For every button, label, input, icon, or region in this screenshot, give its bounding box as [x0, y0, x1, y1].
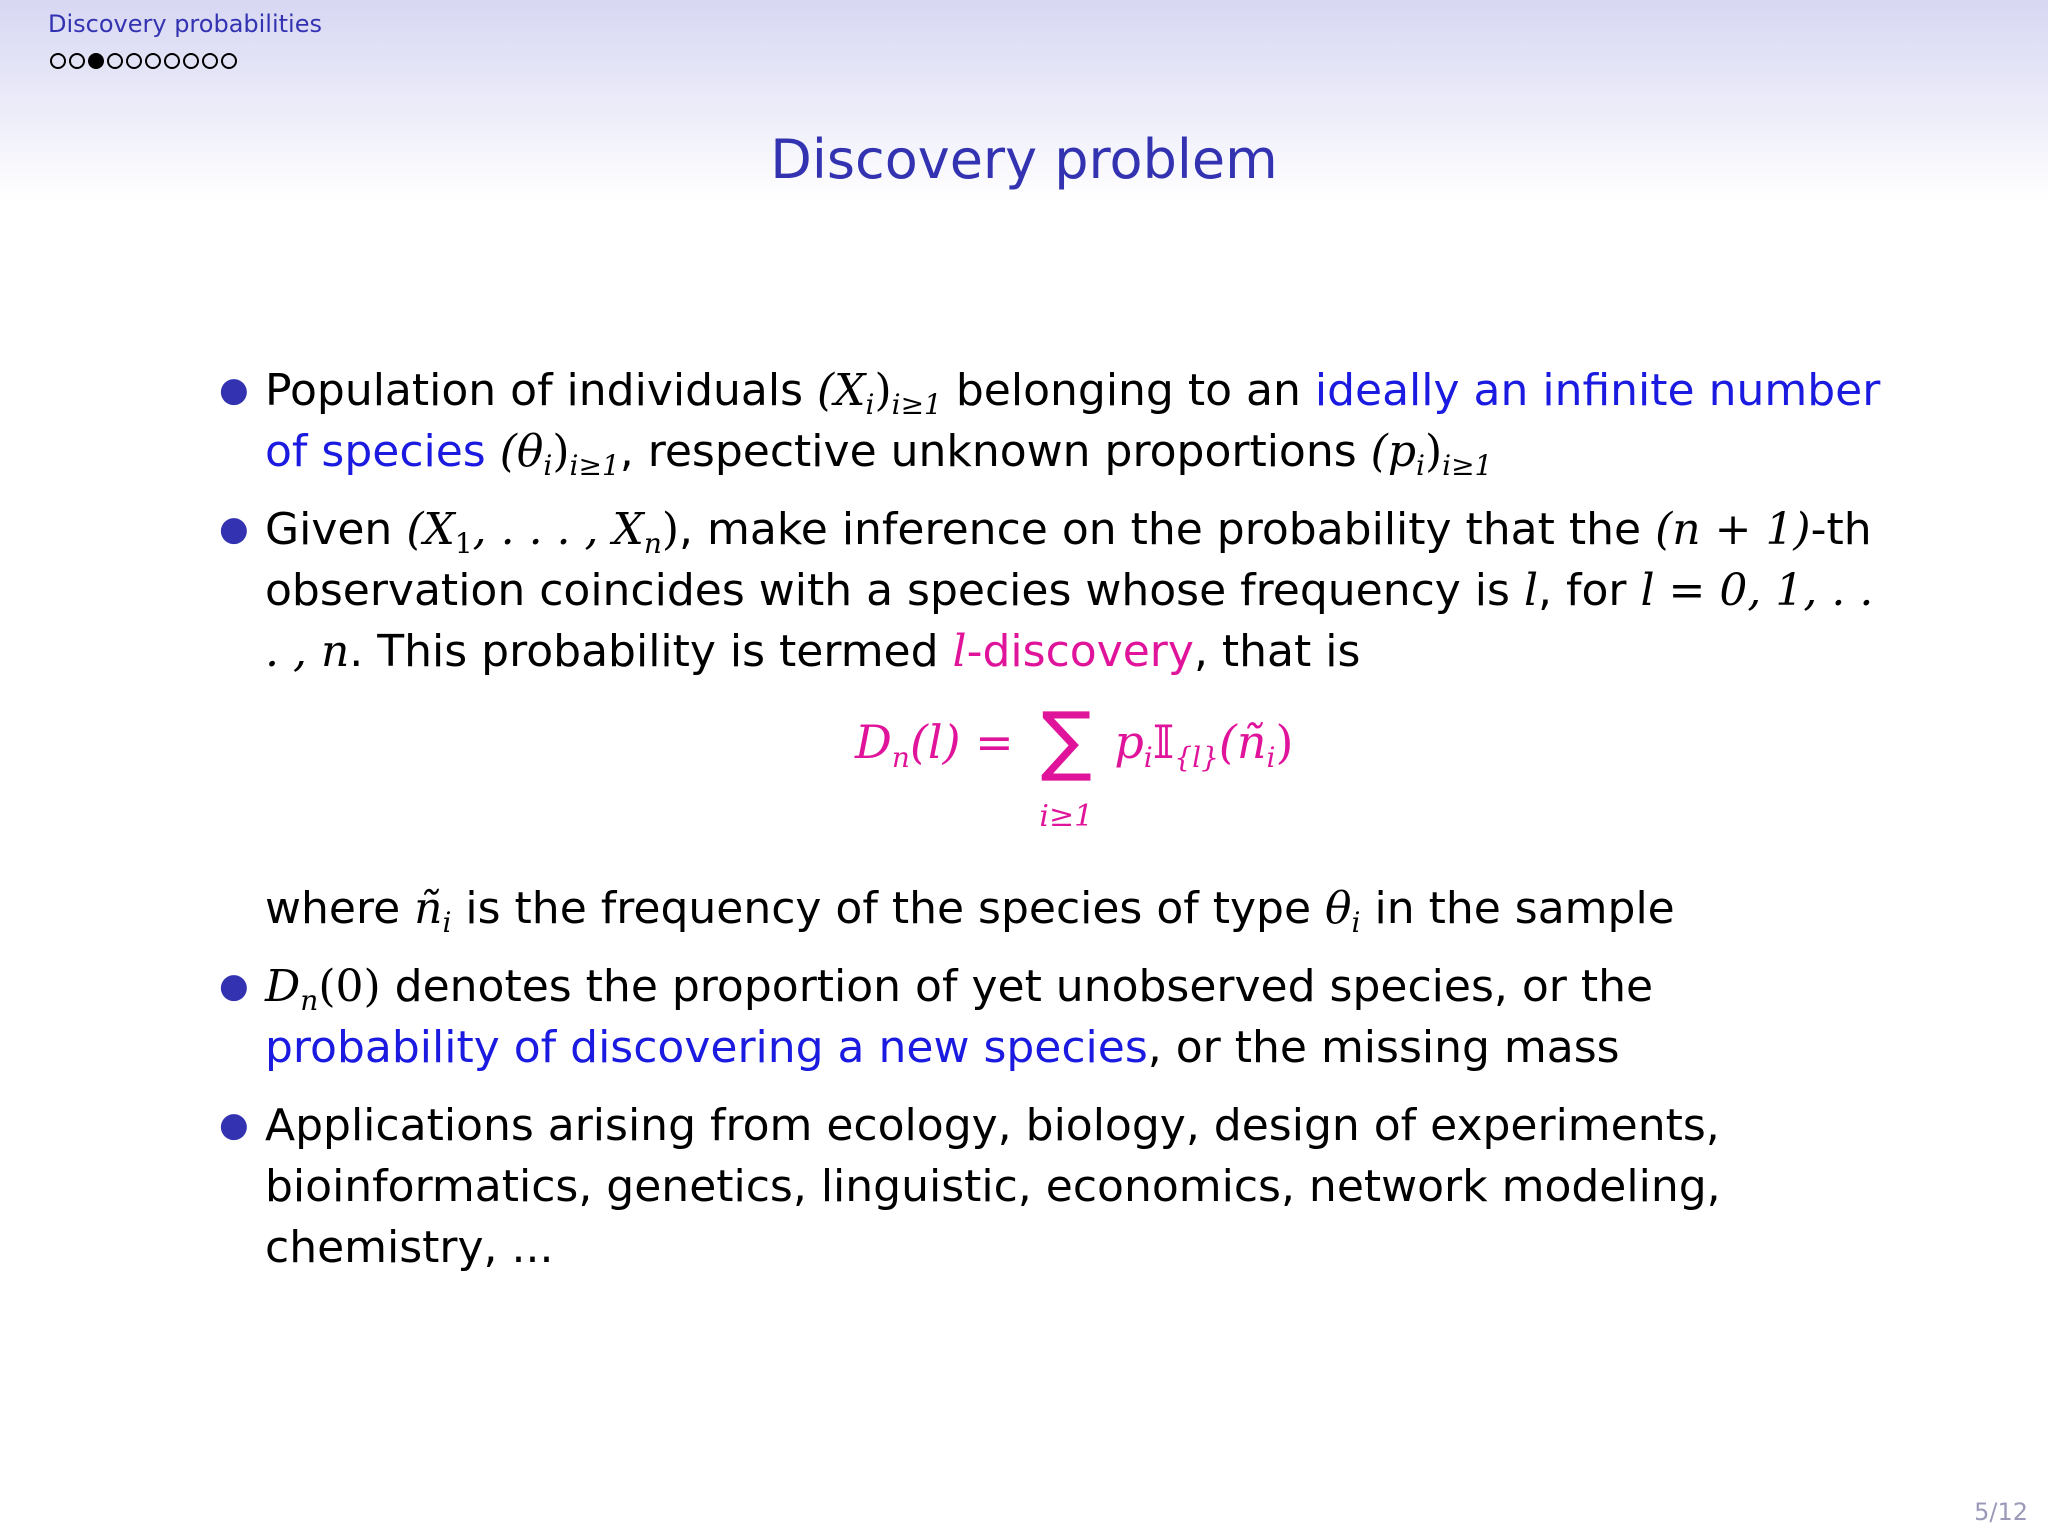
math-subscript: i≥1: [891, 388, 942, 421]
bullet-icon: ●: [219, 370, 249, 410]
math: ): [1424, 426, 1443, 477]
math: (X: [817, 365, 866, 416]
where-clause: [265, 878, 1895, 939]
bullet-text: in the sample: [1360, 883, 1675, 934]
math: (n + 1): [1655, 504, 1811, 555]
math-subscript: i≥1: [1442, 449, 1493, 482]
nav-dot-9[interactable]: [202, 53, 218, 69]
math: l = 0, 1, . . . , n: [265, 565, 1874, 677]
bullet-text: belonging to an: [941, 365, 1315, 416]
highlighted-math: l: [952, 626, 967, 677]
math-subscript: n: [891, 741, 910, 774]
math: (p: [1370, 426, 1416, 477]
highlighted-text: ideally an infinite number of species: [265, 365, 1881, 477]
bullet-icon: ●: [219, 966, 249, 1006]
math-subscript: i: [1266, 741, 1276, 774]
math-subscript: i: [543, 449, 553, 482]
math-subscript: {l}: [1174, 741, 1219, 774]
bullet-text: Applications arising from ecology, biology, design of experiments, bioinformatics, genetics, linguistic, economics, network modeling, chemistry, ...: [265, 1100, 1721, 1273]
math-subscript: n: [643, 527, 662, 560]
slide-header: [0, 0, 2048, 200]
math: θ: [1325, 883, 1352, 934]
math: D: [855, 715, 892, 769]
slide-content: [215, 360, 1895, 1295]
sigma-icon: ∑: [1040, 695, 1092, 784]
highlighted-text: -discovery: [966, 626, 1194, 677]
math-subscript: n: [300, 984, 319, 1017]
math-subscript: i: [1143, 741, 1153, 774]
formula-expression: [855, 695, 1294, 834]
navigation-dots: [50, 50, 237, 72]
bullet-text: . This probability is termed: [349, 626, 953, 677]
math: (l) =: [909, 715, 1029, 769]
bullet-icon: ●: [219, 509, 249, 549]
bullet-text: , make inference on the probability that the: [679, 504, 1656, 555]
math: ): [1275, 715, 1294, 769]
discovery-formula: [265, 688, 1895, 868]
bullet-icon: ●: [219, 1105, 249, 1145]
math: (ñ: [1218, 715, 1267, 769]
nav-dot-2[interactable]: [69, 53, 85, 69]
bullet-text: denotes the proportion of yet unobserved species, or the: [380, 961, 1654, 1012]
math-subscript: i: [1416, 449, 1425, 482]
math: D: [265, 961, 301, 1012]
bullet-item-applications: [215, 1095, 1895, 1278]
summation-symbol: [1028, 695, 1104, 834]
math: (0): [318, 961, 381, 1012]
page-number: 5/12: [1974, 1498, 2028, 1526]
bullet-item-missing-mass: [215, 956, 1895, 1078]
math-subscript: i≥1: [569, 449, 620, 482]
bullet-text: , that is: [1193, 626, 1361, 677]
math: (θ: [485, 426, 544, 477]
nav-dot-8[interactable]: [183, 53, 199, 69]
page-title: Discovery problem: [770, 128, 1278, 191]
bullet-text: where: [265, 883, 415, 934]
bullet-text: , for: [1538, 565, 1641, 616]
math: , . . . , X: [472, 504, 644, 555]
math: ): [874, 365, 892, 416]
math: ): [661, 504, 680, 555]
math: ñ: [414, 883, 443, 934]
bullet-text: , or the missing mass: [1147, 1022, 1620, 1073]
math-subscript: 1: [454, 527, 473, 560]
nav-dot-4[interactable]: [107, 53, 123, 69]
math: ): [552, 426, 570, 477]
math: l: [1523, 565, 1539, 616]
nav-dot-3[interactable]: [88, 53, 104, 69]
math: (X: [406, 504, 455, 555]
math-subscript: i: [1351, 906, 1361, 939]
bullet-text: Given: [265, 504, 407, 555]
bullet-text: Population of individuals: [265, 365, 817, 416]
bullet-text: is the frequency of the species of type: [451, 883, 1326, 934]
nav-dot-5[interactable]: [126, 53, 142, 69]
bullet-text: -th observation coincides with a species whose frequency is: [265, 504, 1872, 616]
nav-dot-7[interactable]: [164, 53, 180, 69]
section-title[interactable]: Discovery probabilities: [48, 10, 322, 38]
nav-dot-6[interactable]: [145, 53, 161, 69]
bullet-item-population: [215, 360, 1895, 482]
math-subscript: i: [442, 906, 452, 939]
highlighted-text: probability of discovering a new species: [265, 1022, 1148, 1073]
math: p: [1114, 715, 1144, 769]
bullet-text: , respective unknown proportions: [619, 426, 1371, 477]
nav-dot-10[interactable]: [221, 53, 237, 69]
bullet-item-discovery: [215, 499, 1895, 939]
math-subscript: i: [865, 388, 875, 421]
indicator-symbol: 𝕀: [1152, 715, 1175, 769]
summation-index: i≥1: [1039, 799, 1094, 834]
nav-dot-1[interactable]: [50, 53, 66, 69]
